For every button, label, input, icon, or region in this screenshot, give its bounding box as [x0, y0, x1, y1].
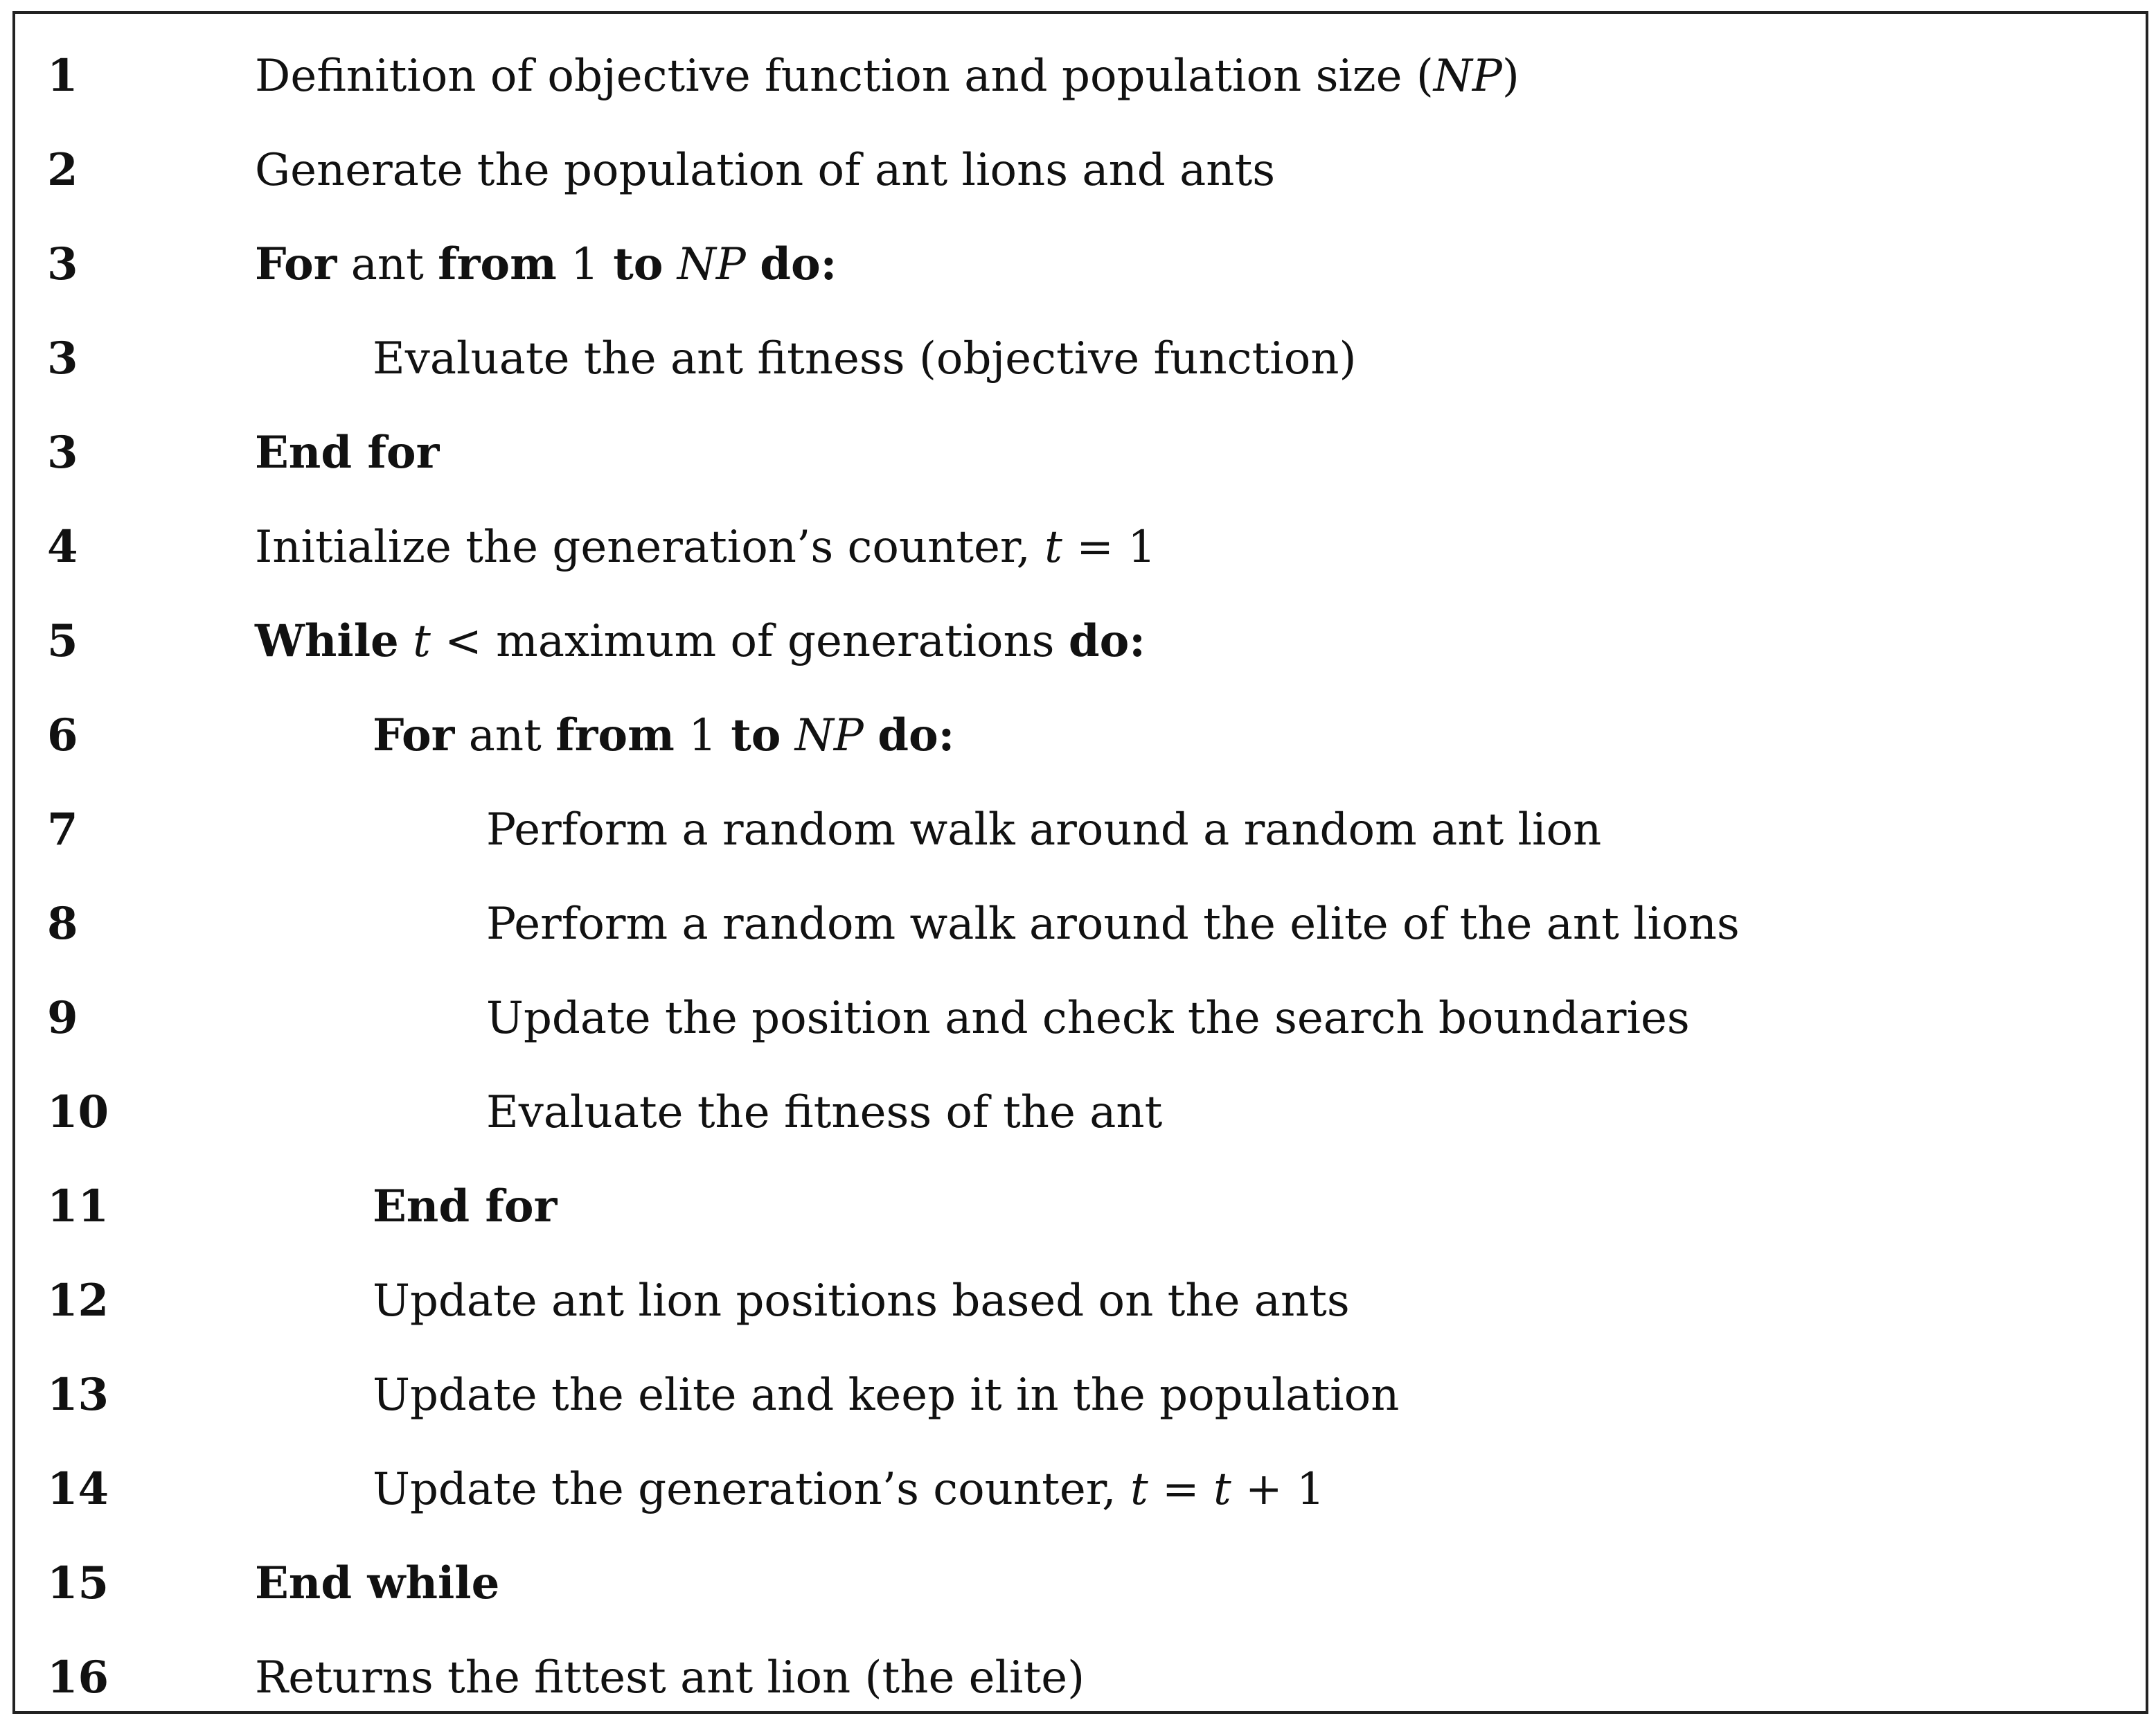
line-number: 4: [47, 521, 78, 573]
variable: t: [1130, 1464, 1148, 1515]
keyword: End for: [255, 427, 440, 479]
text-segment: + 1: [1231, 1464, 1325, 1515]
algorithm-line: [15, 1442, 2146, 1537]
keyword: do:: [1068, 615, 1146, 667]
line-number: 5: [47, 615, 78, 667]
line-text: [486, 877, 1740, 971]
line-text: [255, 1537, 499, 1631]
algorithm-line: [15, 783, 2146, 877]
algorithm-line: [15, 123, 2146, 218]
text-segment: [864, 710, 877, 761]
text-segment: 1: [556, 239, 614, 290]
text-segment: Initialize the generation’s counter,: [255, 522, 1045, 573]
text-segment: Update ant lion positions based on the ants: [373, 1275, 1350, 1327]
line-text: [373, 1254, 1350, 1348]
text-segment: ): [1502, 51, 1520, 102]
variable: t: [1213, 1464, 1231, 1515]
line-number: 3: [47, 427, 78, 479]
keyword: End while: [255, 1557, 500, 1609]
text-segment: Perform a random walk around the elite of the ant lions: [486, 899, 1740, 950]
algorithm-line: [15, 971, 2146, 1065]
line-number: 6: [47, 709, 78, 761]
variable: NP: [1433, 51, 1502, 102]
algorithm-line: [15, 406, 2146, 500]
text-segment: Generate the population of ant lions and ants: [255, 145, 1276, 196]
text-segment: < maximum of generations: [430, 616, 1069, 667]
text-segment: Update the position and check the search boundaries: [486, 993, 1690, 1044]
line-number: 3: [47, 333, 78, 384]
line-number: 9: [47, 992, 78, 1044]
variable: t: [1044, 522, 1062, 573]
text-segment: [663, 239, 677, 290]
text-segment: Evaluate the fitness of the ant: [486, 1087, 1163, 1138]
text-segment: 1: [674, 710, 731, 761]
variable: NP: [794, 710, 864, 761]
text-segment: Evaluate the ant fitness (objective function): [373, 333, 1357, 384]
keyword: do:: [760, 238, 837, 290]
line-number: 16: [47, 1652, 109, 1704]
algorithm-line: [15, 312, 2146, 406]
keyword: do:: [877, 709, 955, 761]
algorithm-line: [15, 1065, 2146, 1160]
variable: NP: [677, 239, 746, 290]
text-segment: Definition of objective function and population size (: [255, 51, 1434, 102]
algorithm-line: [15, 1254, 2146, 1348]
line-number: 15: [47, 1557, 109, 1609]
text-segment: Update the generation’s counter,: [373, 1464, 1130, 1515]
line-text: [373, 1442, 1325, 1537]
text-segment: [399, 616, 413, 667]
variable: t: [413, 616, 431, 667]
line-text: [255, 500, 1156, 594]
line-number: 8: [47, 898, 78, 950]
text-segment: = 1: [1062, 522, 1156, 573]
algorithm-line: [15, 500, 2146, 594]
line-number: 7: [47, 804, 78, 856]
algorithm-line: [15, 218, 2146, 312]
text-segment: [781, 710, 794, 761]
line-text: [255, 123, 1275, 218]
keyword: to: [731, 709, 781, 761]
line-number: 10: [47, 1086, 109, 1138]
algorithm-line: [15, 1160, 2146, 1254]
text-segment: Returns the fittest ant lion (the elite): [255, 1652, 1085, 1704]
algorithm-box: [12, 11, 2148, 1714]
line-number: 2: [47, 144, 78, 196]
keyword: For: [373, 709, 455, 761]
keyword: from: [438, 238, 557, 290]
algorithm-line: [15, 1348, 2146, 1442]
algorithm-line: [15, 689, 2146, 783]
line-text: [255, 1631, 1085, 1725]
text-segment: =: [1148, 1464, 1213, 1515]
line-text: [255, 594, 1146, 689]
keyword: to: [613, 238, 663, 290]
line-number: 1: [47, 50, 78, 102]
text-segment: Perform a random walk around a random ant lion: [486, 804, 1602, 856]
line-text: [373, 1348, 1399, 1442]
line-number: 11: [47, 1180, 109, 1232]
line-text: [255, 406, 439, 500]
line-number: 14: [47, 1463, 109, 1515]
line-text: [486, 783, 1601, 877]
keyword: End for: [373, 1180, 558, 1232]
line-number: 3: [47, 238, 78, 290]
keyword: While: [255, 615, 399, 667]
line-text: [255, 29, 1520, 123]
line-text: [486, 1065, 1162, 1160]
text-segment: Update the elite and keep it in the population: [373, 1370, 1400, 1421]
text-segment: ant: [337, 239, 438, 290]
line-text: [486, 971, 1690, 1065]
keyword: from: [555, 709, 675, 761]
algorithm-line: [15, 29, 2146, 123]
algorithm-line: [15, 1631, 2146, 1725]
keyword: For: [255, 238, 337, 290]
line-text: [373, 1160, 557, 1254]
line-text: [373, 689, 954, 783]
algorithm-line: [15, 1537, 2146, 1631]
algorithm-line: [15, 594, 2146, 689]
line-text: [373, 312, 1356, 406]
algorithm-line: [15, 877, 2146, 971]
line-number: 13: [47, 1369, 109, 1421]
text-segment: [746, 239, 760, 290]
text-segment: ant: [454, 710, 556, 761]
line-text: [255, 218, 837, 312]
line-number: 12: [47, 1275, 109, 1327]
